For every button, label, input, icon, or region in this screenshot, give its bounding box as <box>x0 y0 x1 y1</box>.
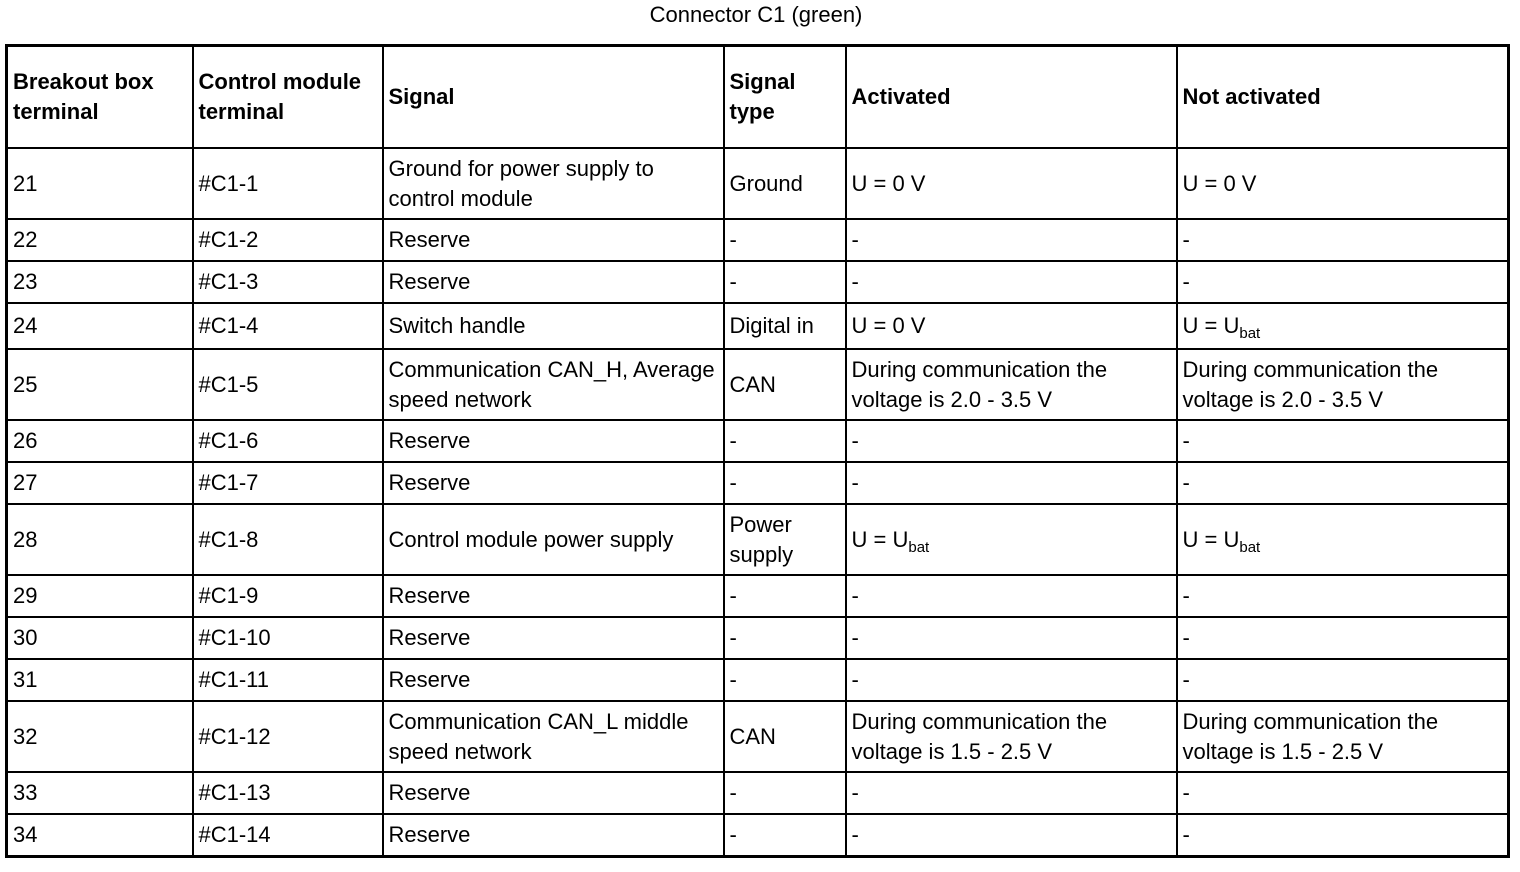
header-not-activated: Not activated <box>1177 46 1509 149</box>
cell-control: #C1-8 <box>193 504 383 575</box>
cell-control: #C1-1 <box>193 148 383 219</box>
cell-signal: Communication CAN_H, Average speed network <box>383 349 724 420</box>
cell-signal: Ground for power supply to control module <box>383 148 724 219</box>
table-row <box>7 420 1509 462</box>
cell-breakout: 32 <box>7 701 193 772</box>
cell-activated: During communication the voltage is 2.0 - 3.5 V <box>846 349 1177 420</box>
table-row <box>7 219 1509 261</box>
cell-not-activated: - <box>1177 617 1509 659</box>
cell-not-activated: During communication the voltage is 1.5 - 2.5 V <box>1177 701 1509 772</box>
cell-breakout: 34 <box>7 814 193 857</box>
table-row <box>7 504 1509 575</box>
cell-type: CAN <box>724 701 846 772</box>
cell-breakout: 28 <box>7 504 193 575</box>
cell-activated: - <box>846 617 1177 659</box>
cell-signal: Reserve <box>383 814 724 857</box>
cell-breakout: 27 <box>7 462 193 504</box>
cell-control: #C1-4 <box>193 303 383 349</box>
cell-type: - <box>724 420 846 462</box>
cell-control: #C1-9 <box>193 575 383 617</box>
cell-type: - <box>724 219 846 261</box>
cell-control: #C1-13 <box>193 772 383 814</box>
cell-type: - <box>724 261 846 303</box>
cell-activated: - <box>846 462 1177 504</box>
cell-type: - <box>724 617 846 659</box>
cell-not-activated: - <box>1177 659 1509 701</box>
table-row <box>7 701 1509 772</box>
cell-breakout: 23 <box>7 261 193 303</box>
cell-signal: Reserve <box>383 659 724 701</box>
cell-not-activated: - <box>1177 575 1509 617</box>
cell-signal: Reserve <box>383 420 724 462</box>
table-row <box>7 261 1509 303</box>
cell-activated: - <box>846 814 1177 857</box>
cell-control: #C1-3 <box>193 261 383 303</box>
cell-control: #C1-6 <box>193 420 383 462</box>
cell-activated: U = 0 V <box>846 303 1177 349</box>
value-subscript: bat <box>1239 538 1261 556</box>
table-row <box>7 772 1509 814</box>
cell-breakout: 24 <box>7 303 193 349</box>
table-row <box>7 575 1509 617</box>
cell-not-activated: - <box>1177 261 1509 303</box>
cell-not-activated: - <box>1177 462 1509 504</box>
cell-control: #C1-2 <box>193 219 383 261</box>
cell-activated: U = 0 V <box>846 148 1177 219</box>
cell-activated: - <box>846 659 1177 701</box>
cell-type: - <box>724 814 846 857</box>
table-row <box>7 659 1509 701</box>
header-row <box>7 46 1509 149</box>
cell-type: Power supply <box>724 504 846 575</box>
cell-breakout: 29 <box>7 575 193 617</box>
table-row <box>7 617 1509 659</box>
cell-activated: - <box>846 772 1177 814</box>
cell-activated: - <box>846 420 1177 462</box>
value-prefix: U = U <box>1182 313 1240 338</box>
cell-control: #C1-12 <box>193 701 383 772</box>
table-row <box>7 814 1509 857</box>
cell-signal: Communication CAN_L middle speed network <box>383 701 724 772</box>
cell-activated: - <box>846 261 1177 303</box>
value-prefix: U = U <box>851 526 909 552</box>
cell-control: #C1-7 <box>193 462 383 504</box>
cell-activated <box>846 504 1177 575</box>
cell-signal: Reserve <box>383 575 724 617</box>
cell-signal: Reserve <box>383 617 724 659</box>
cell-breakout: 33 <box>7 772 193 814</box>
cell-type: - <box>724 462 846 504</box>
table-row <box>7 349 1509 420</box>
cell-breakout: 21 <box>7 148 193 219</box>
header-signal-type: Signal type <box>724 46 846 149</box>
cell-breakout: 31 <box>7 659 193 701</box>
cell-not-activated: During communication the voltage is 2.0 - 3.5 V <box>1177 349 1509 420</box>
cell-not-activated: - <box>1177 814 1509 857</box>
value-subscript: bat <box>908 538 930 556</box>
cell-signal: Control module power supply <box>383 504 724 575</box>
header-breakout-terminal: Breakout box terminal <box>7 46 193 149</box>
cell-not-activated <box>1177 504 1509 575</box>
cell-control: #C1-5 <box>193 349 383 420</box>
cell-type: Digital in <box>724 303 846 349</box>
cell-type: - <box>724 772 846 814</box>
cell-signal: Switch handle <box>383 303 724 349</box>
cell-breakout: 22 <box>7 219 193 261</box>
value-subscript: bat <box>1239 325 1261 342</box>
cell-signal: Reserve <box>383 772 724 814</box>
cell-not-activated: - <box>1177 219 1509 261</box>
cell-control: #C1-11 <box>193 659 383 701</box>
cell-signal: Reserve <box>383 219 724 261</box>
cell-not-activated: - <box>1177 772 1509 814</box>
header-control-module-terminal: Control module terminal <box>193 46 383 149</box>
cell-type: CAN <box>724 349 846 420</box>
value-prefix: U = U <box>1182 526 1240 552</box>
cell-type: Ground <box>724 148 846 219</box>
connector-pin-table <box>5 44 1510 858</box>
cell-not-activated: U = 0 V <box>1177 148 1509 219</box>
cell-not-activated: - <box>1177 420 1509 462</box>
header-activated: Activated <box>846 46 1177 149</box>
cell-control: #C1-14 <box>193 814 383 857</box>
cell-breakout: 30 <box>7 617 193 659</box>
table-row <box>7 462 1509 504</box>
cell-breakout: 25 <box>7 349 193 420</box>
cell-breakout: 26 <box>7 420 193 462</box>
header-signal: Signal <box>383 46 724 149</box>
table-caption: Connector C1 (green) <box>649 2 863 27</box>
cell-activated: During communication the voltage is 1.5 - 2.5 V <box>846 701 1177 772</box>
cell-control: #C1-10 <box>193 617 383 659</box>
table-row <box>7 303 1509 349</box>
cell-not-activated <box>1177 303 1509 349</box>
cell-activated: - <box>846 219 1177 261</box>
cell-signal: Reserve <box>383 261 724 303</box>
cell-type: - <box>724 575 846 617</box>
cell-activated: - <box>846 575 1177 617</box>
cell-type: - <box>724 659 846 701</box>
cell-signal: Reserve <box>383 462 724 504</box>
table-row <box>7 148 1509 219</box>
